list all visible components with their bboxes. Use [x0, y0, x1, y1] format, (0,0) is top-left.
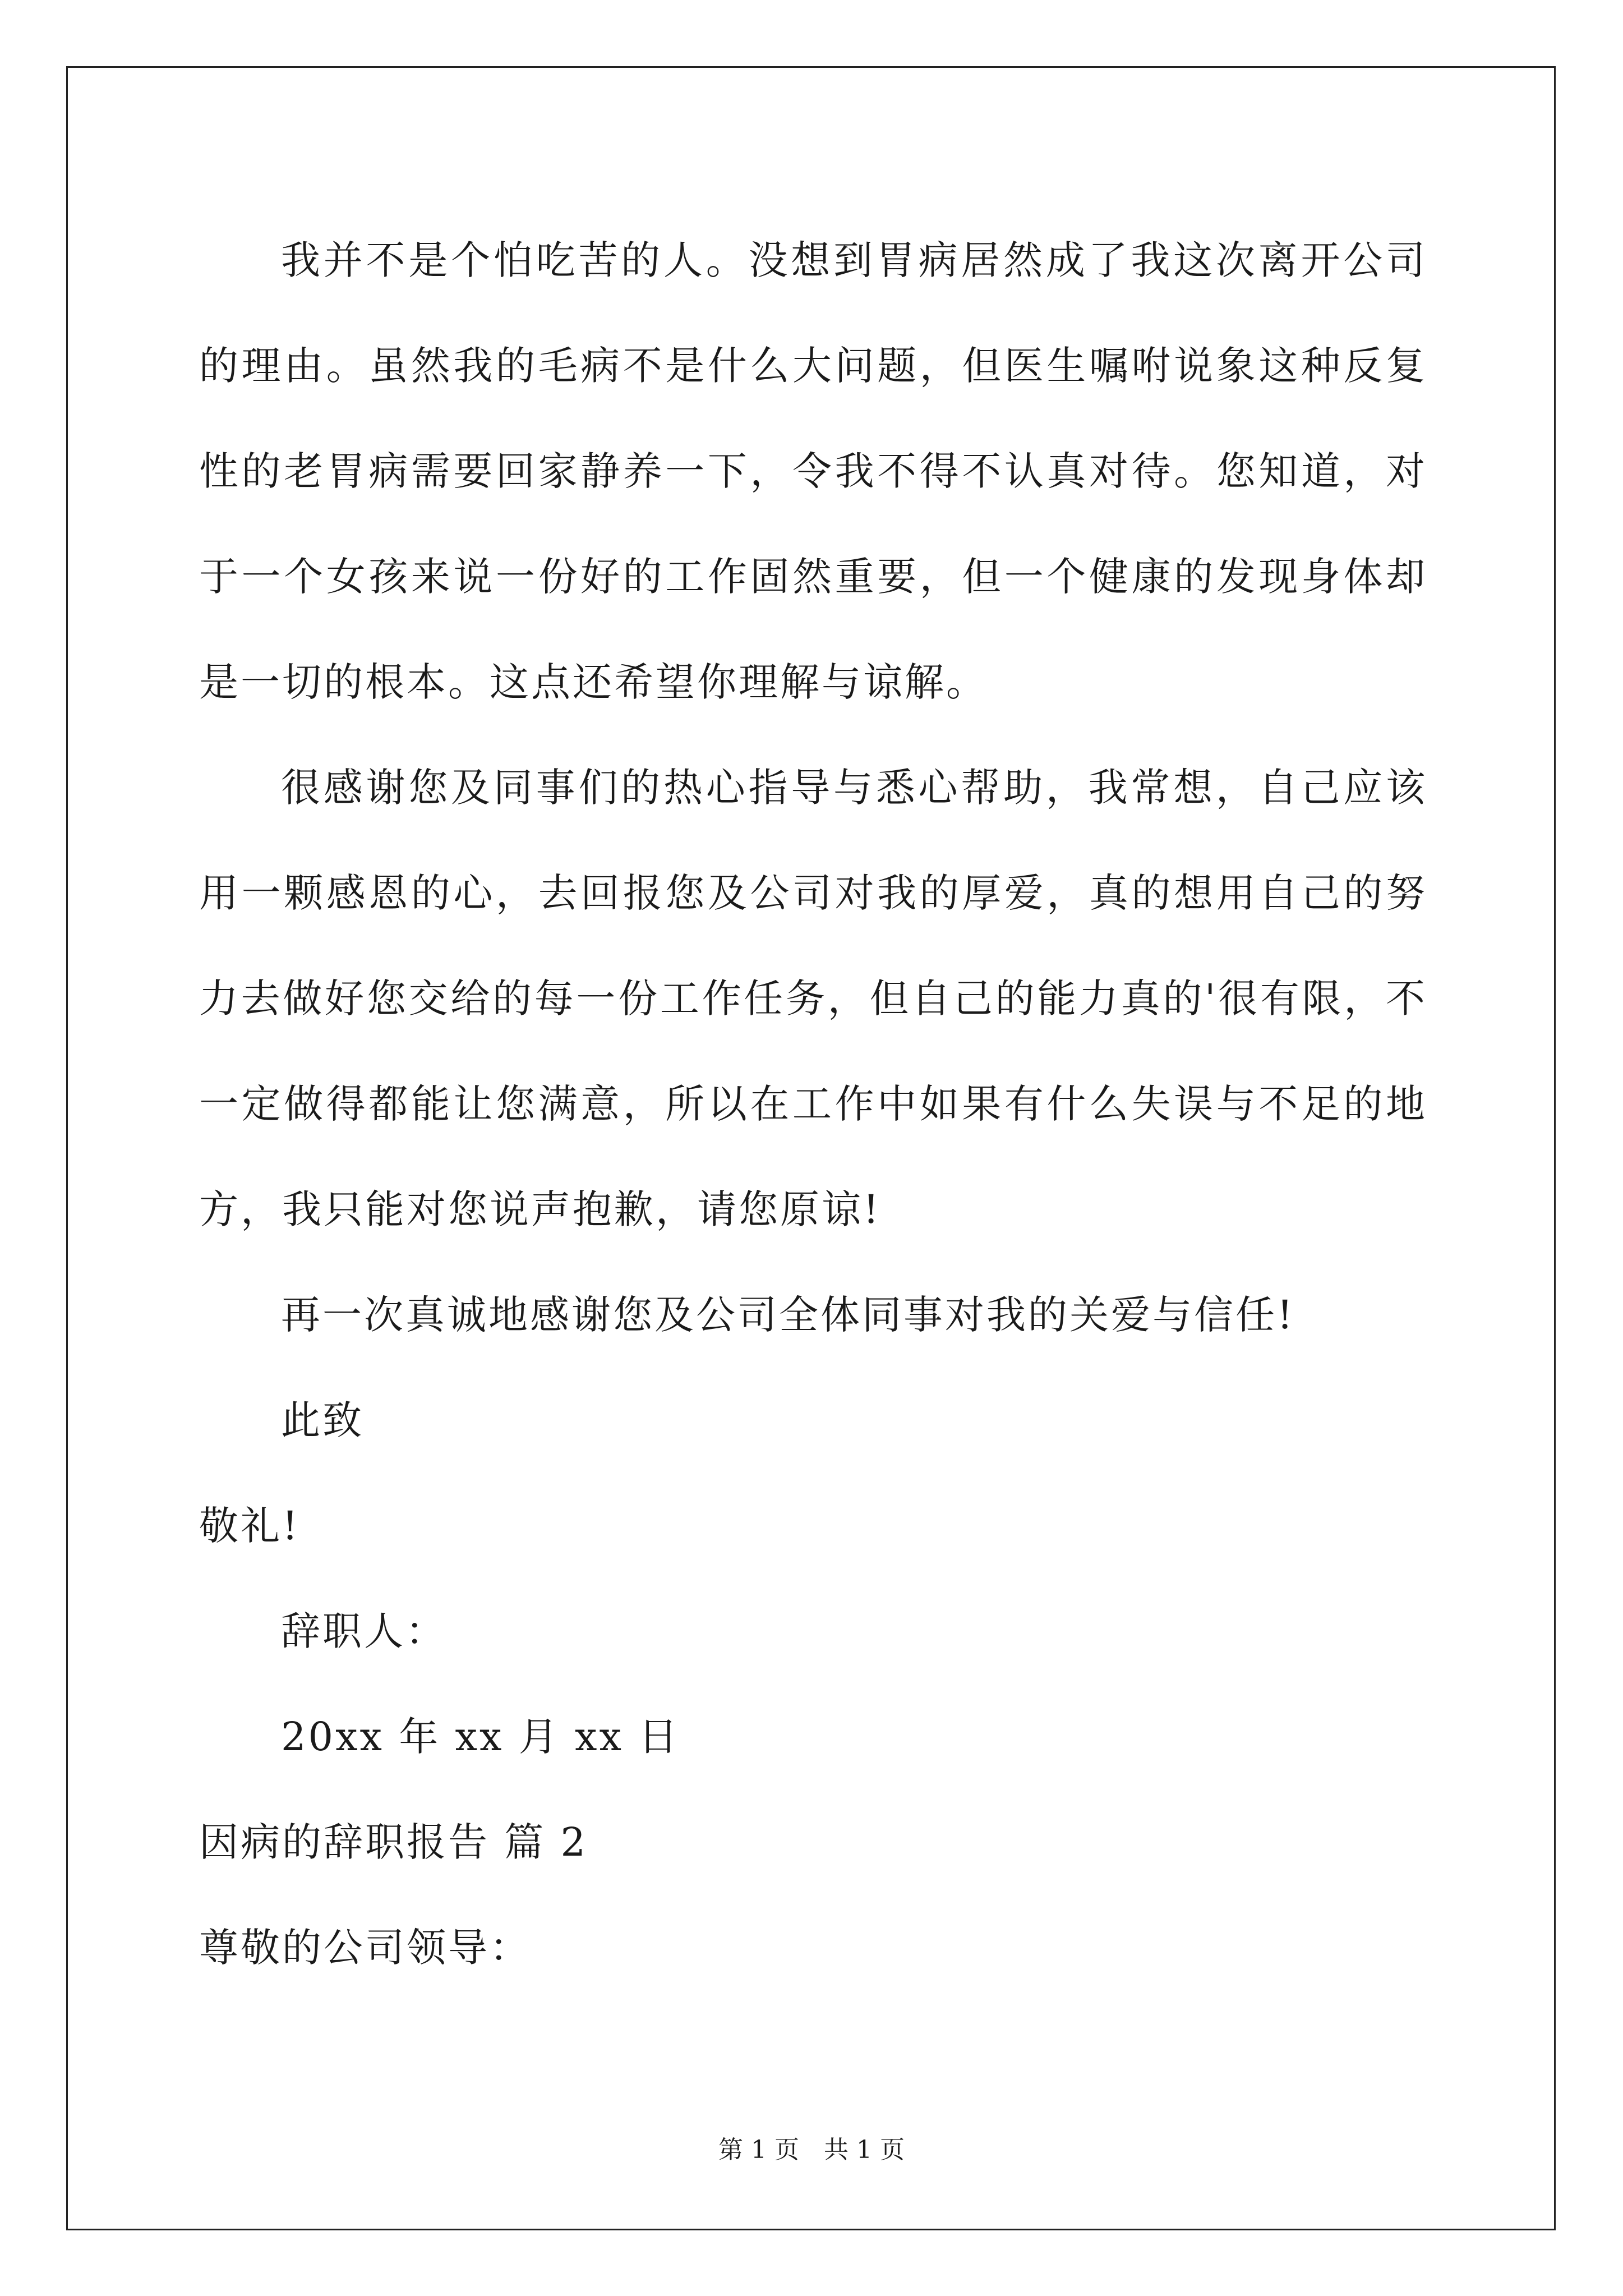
signer-line: 辞职人：: [281, 1608, 447, 1654]
page-footer: 第 1 页 共 1 页: [718, 2136, 905, 2164]
body-paragraph-2: 很感谢您及同事们的热心指导与悉心帮助，我常想，自己应该用一颗感恩的心，去回报您及公司对我的厚爱，真的想用自己的努力去做好您交给的每一份工作任务，但自己的能力真的'很有限，不一定做得都能让您满意，所以在工作中如果有什么失误与不足的地方，我只能对您说声抱歉，请您原谅!: [199, 765, 1427, 1232]
body-paragraph-3: 再一次真诚地感谢您及公司全体同事对我的关爱与信任!: [281, 1292, 1295, 1338]
closing-text: 此致: [281, 1397, 364, 1443]
document-body: [199, 208, 1427, 2000]
date-line: 20xx 年 xx 月 xx 日: [281, 1714, 680, 1760]
section-title: 因病的辞职报告 篇 2: [199, 1819, 588, 1865]
greeting-line: 尊敬的公司领导：: [199, 1925, 531, 1971]
body-paragraph-1: 我并不是个怕吃苦的人。没想到胃病居然成了我这次离开公司的理由。虽然我的毛病不是什么大问题，但医生嘱咐说象这种反复性的老胃病需要回家静养一下，令我不得不认真对待。您知道，对于一个女孩来说一份好的工作固然重要，但一个健康的发现身体却是一切的根本。这点还希望你理解与谅解。: [199, 237, 1427, 705]
salute-text: 敬礼!: [199, 1503, 301, 1549]
